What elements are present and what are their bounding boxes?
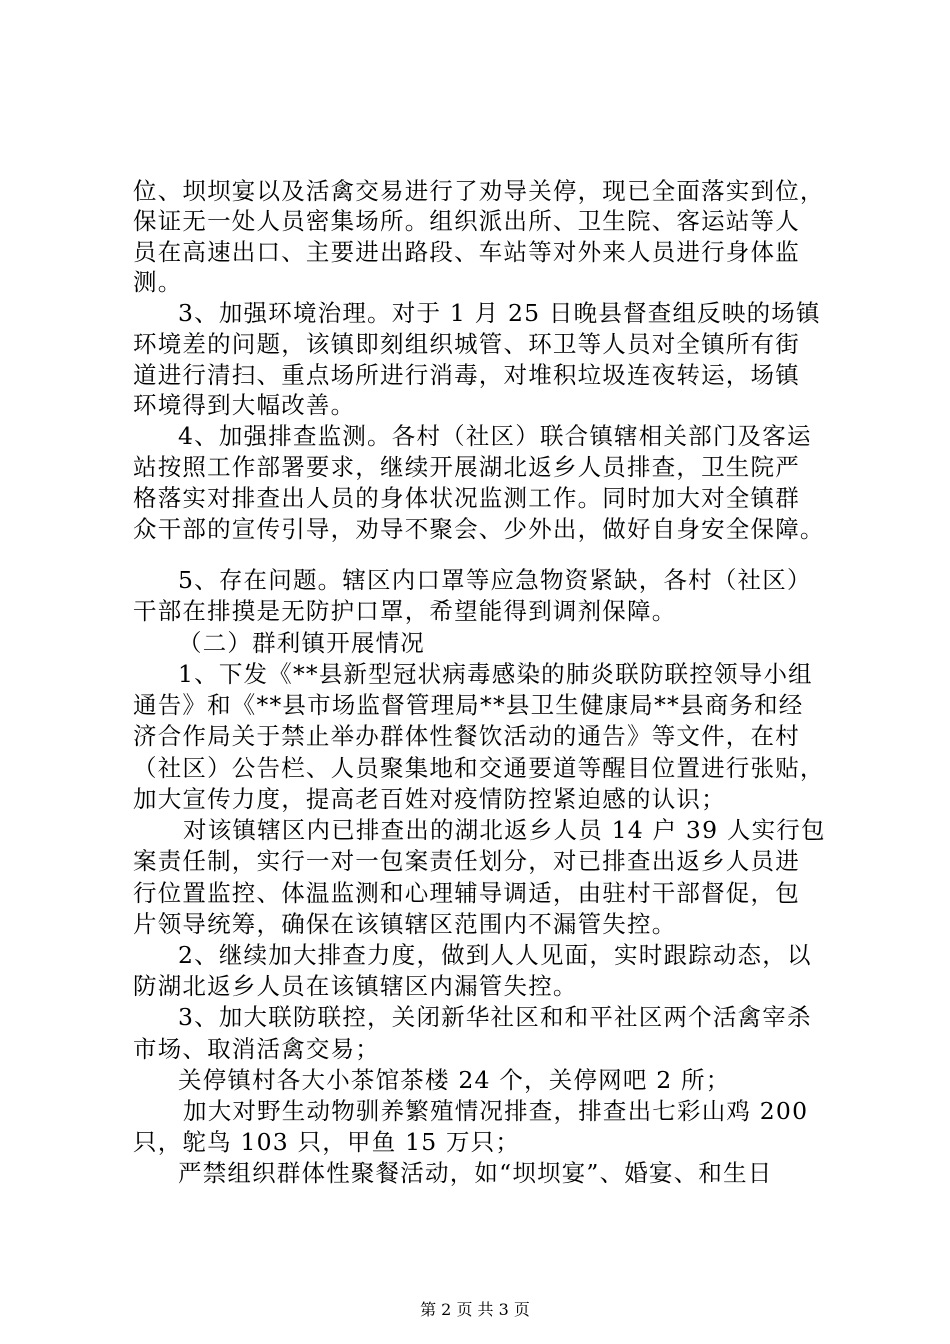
text-line: 5、存在问题。辖区内口罩等应急物资紧缺，各村（社区） bbox=[178, 566, 812, 594]
text-line: 众干部的宣传引导，劝导不聚会、少外出，做好自身安全保障。 bbox=[133, 515, 825, 543]
text-line: 防湖北返乡人员在该镇辖区内漏管失控。 bbox=[133, 972, 578, 1000]
text-line: 环境差的问题，该镇即刻组织城管、环卫等人员对全镇所有街 bbox=[133, 330, 800, 358]
text-line: 严禁组织群体性聚餐活动，如“坝坝宴”、婚宴、和生日 bbox=[178, 1159, 773, 1187]
text-line: 案责任制，实行一对一包案责任划分，对已排查出返乡人员进 bbox=[133, 847, 800, 875]
text-line: 关停镇村各大小茶馆茶楼 24 个，关停网吧 2 所； bbox=[178, 1066, 731, 1094]
page-number-footer: 第 2 页 共 3 页 bbox=[420, 1300, 530, 1319]
text-line: 市场、取消活禽交易； bbox=[133, 1035, 380, 1063]
text-line: 加大对野生动物驯养繁殖情况排查，排查出七彩山鸡 200 bbox=[183, 1097, 809, 1125]
text-line: 4、加强排查监测。各村（社区）联合镇辖相关部门及客运 bbox=[178, 422, 812, 450]
text-line: 环境得到大幅改善。 bbox=[133, 391, 356, 419]
text-line: 行位置监控、体温监测和心理辅导调适，由驻村干部督促，包 bbox=[133, 879, 800, 907]
text-line: 通告》和《**县市场监督管理局**县卫生健康局**县商务和经 bbox=[133, 691, 804, 719]
text-line: 格落实对排查出人员的身体状况监测工作。同时加大对全镇群 bbox=[133, 484, 800, 512]
text-line: 对该镇辖区内已排查出的湖北返乡人员 14 户 39 人实行包 bbox=[183, 816, 826, 844]
text-line: 员在高速出口、主要进出路段、车站等对外来人员进行身体监 bbox=[133, 238, 800, 266]
text-line: 道进行清扫、重点场所进行消毒，对堆积垃圾连夜转运，场镇 bbox=[133, 361, 800, 389]
text-line: 只，鸵鸟 103 只，甲鱼 15 万只； bbox=[133, 1128, 521, 1156]
text-line: 3、加大联防联控，关闭新华社区和和平社区两个活禽宰杀 bbox=[178, 1003, 812, 1031]
text-line: 干部在排摸是无防护口罩，希望能得到调剂保障。 bbox=[133, 597, 677, 625]
text-line: （社区）公告栏、人员聚集地和交通要道等醒目位置进行张贴， bbox=[133, 754, 825, 782]
text-line: 加大宣传力度，提高老百姓对疫情防控紧迫感的认识； bbox=[133, 785, 726, 813]
text-line: 2、继续加大排查力度，做到人人见面，实时跟踪动态，以 bbox=[178, 941, 812, 969]
text-line: 站按照工作部署要求，继续开展湖北返乡人员排查，卫生院严 bbox=[133, 453, 800, 481]
section-heading: （二）群利镇开展情况 bbox=[178, 629, 425, 657]
text-line: 济合作局关于禁止举办群体性餐饮活动的通告》等文件，在村 bbox=[133, 722, 800, 750]
text-line: 3、加强环境治理。对于 1 月 25 日晚县督查组反映的场镇 bbox=[178, 299, 821, 327]
text-line: 1、下发《**县新型冠状病毒感染的肺炎联防联控领导小组 bbox=[178, 660, 813, 688]
text-line: 位、坝坝宴以及活禽交易进行了劝导关停，现已全面落实到位， bbox=[133, 177, 825, 205]
text-line: 测。 bbox=[133, 268, 183, 296]
text-line: 片领导统筹，确保在该镇辖区范围内不漏管失控。 bbox=[133, 910, 677, 938]
text-line: 保证无一处人员密集场所。组织派出所、卫生院、客运站等人 bbox=[133, 207, 800, 235]
